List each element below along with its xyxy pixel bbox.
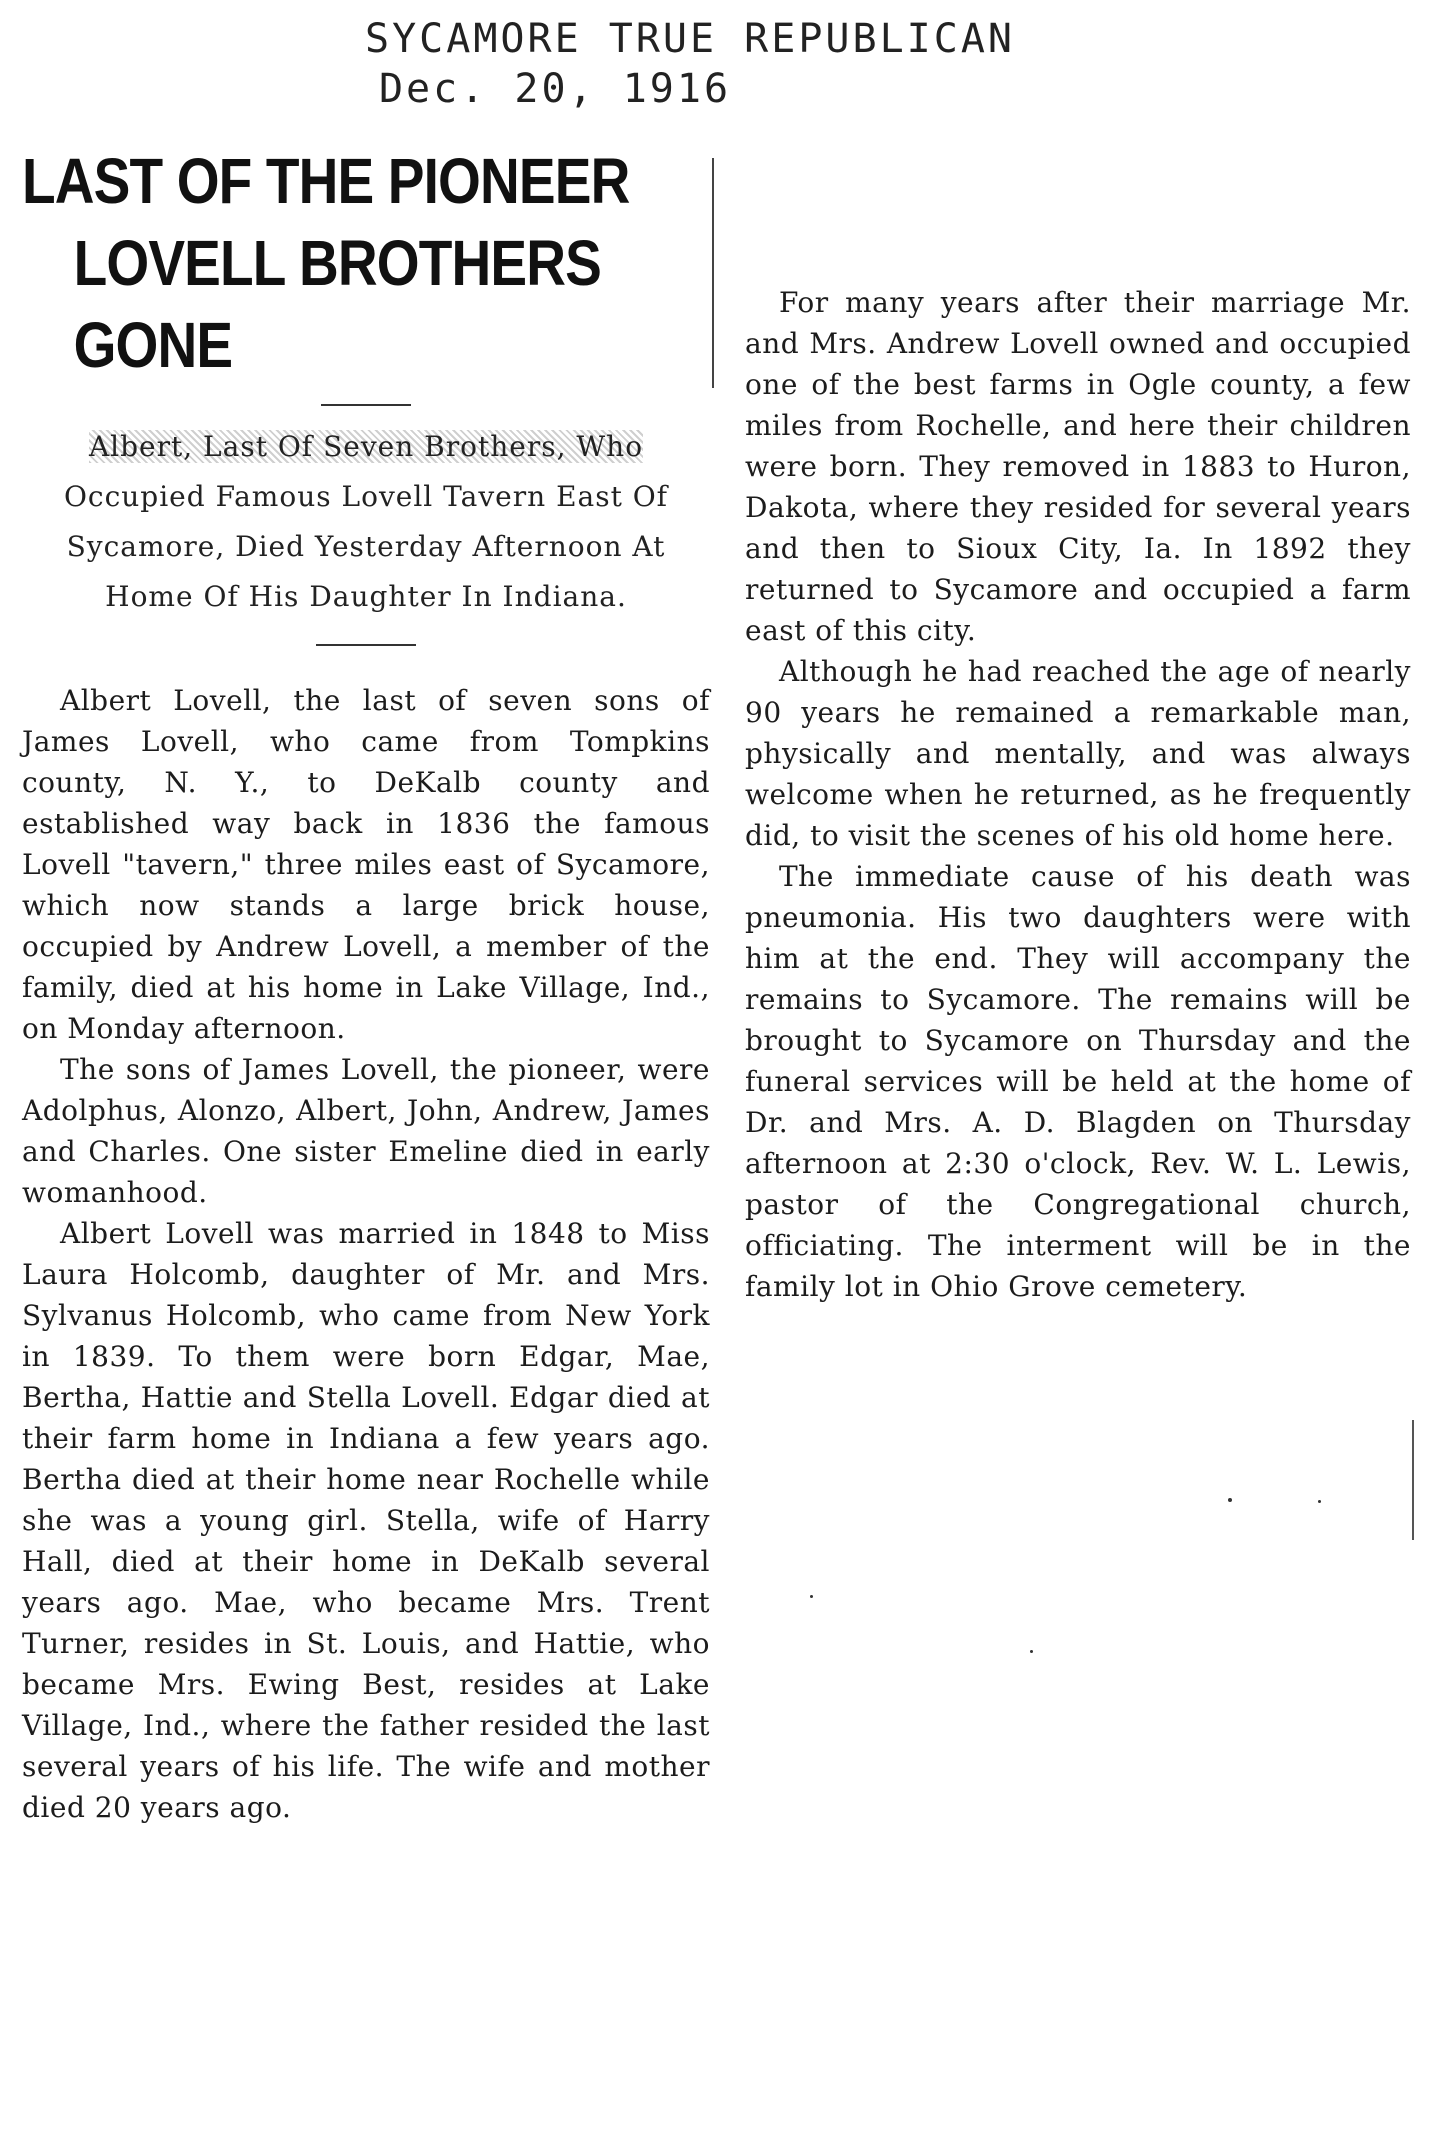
left-column [22, 140, 710, 1828]
subheadline-rest: Occupied Famous Lovell Tavern East Of Sycamore, Died Yesterday Afternoon At Home Of His Daughter In Indiana. [63, 480, 669, 613]
right-body [745, 282, 1411, 1307]
deck-rule [316, 644, 416, 646]
paper-name: SYCAMORE TRUE REPUBLICAN [365, 16, 1015, 62]
masthead [240, 14, 1140, 114]
paragraph: Although he had reached the age of nearly 90 years he remained a remarkable man, physically and mentally, and was always welcome when he returned, as he frequently did, to visit the scenes of his old home here. [745, 655, 1411, 852]
column-edge-rule [1412, 1420, 1414, 1540]
paragraph: The sons of James Lovell, the pioneer, were Adolphus, Alonzo, Albert, John, Andrew, James and Charles. One sister Emeline died in early womanhood. [22, 1053, 710, 1209]
subheadline-smudged-line: Albert, Last Of Seven Brothers, Who [88, 430, 644, 463]
headline-line-1: LAST OF THE PIONEER [22, 145, 630, 217]
paragraph: Albert Lovell was married in 1848 to Miss Laura Holcomb, daughter of Mr. and Mrs. Sylvanus Holcomb, who came from New York in 1839. To them were born Edgar, Mae, Bertha, Hattie and Stella Lovell. Edgar died at their farm home in Indiana a few years ago. Bertha died at their home near Rochelle while she was a young girl. Stella, wife of Harry Hall, died at their home in DeKalb several years ago. Mae, who became Mrs. Trent Turner, resides in St. Louis, and Hattie, who became Mrs. Ewing Best, resides at Lake Village, Ind., where the father resided the last several years of his life. The wife and mother died 20 years ago. [22, 1217, 710, 1824]
print-speck [1228, 1498, 1232, 1502]
headline [22, 140, 710, 386]
right-column [745, 282, 1411, 1307]
paragraph: The immediate cause of his death was pneumonia. His two daughters were with him at the end. They will accompany the remains to Sycamore. The remains will be brought to Sycamore on Thursday and the funeral services will be held at the home of Dr. and Mrs. A. D. Blagden on Thursday afternoon at 2:30 o'clock, Rev. W. L. Lewis, pastor of the Congregational church, officiating. The interment will be in the family lot in Ohio Grove cemetery. [745, 860, 1411, 1303]
paragraph: For many years after their marriage Mr. and Mrs. Andrew Lovell owned and occupied one of the best farms in Ogle county, a few miles from Rochelle, and here their children were born. They removed in 1883 to Huron, Dakota, where they resided for several years and then to Sioux City, Ia. In 1892 they returned to Sycamore and occupied a farm east of this city. [745, 286, 1411, 647]
headline-line-2: LOVELL BROTHERS GONE [73, 227, 601, 381]
print-speck [1318, 1500, 1321, 1503]
issue-date: Dec. 20, 1916 [378, 66, 732, 112]
subheadline [22, 422, 710, 622]
print-speck [810, 1595, 813, 1598]
column-divider [712, 158, 714, 388]
print-speck [1030, 1650, 1033, 1653]
headline-rule [321, 404, 411, 406]
left-body [22, 680, 710, 1828]
paragraph: Albert Lovell, the last of seven sons of James Lovell, who came from Tompkins county, N. Y., to DeKalb county and established way back in 1836 the famous Lovell "tavern," three miles east of Sycamore, which now stands a large brick house, occupied by Andrew Lovell, a member of the family, died at his home in Lake Village, Ind., on Monday afternoon. [22, 684, 710, 1045]
